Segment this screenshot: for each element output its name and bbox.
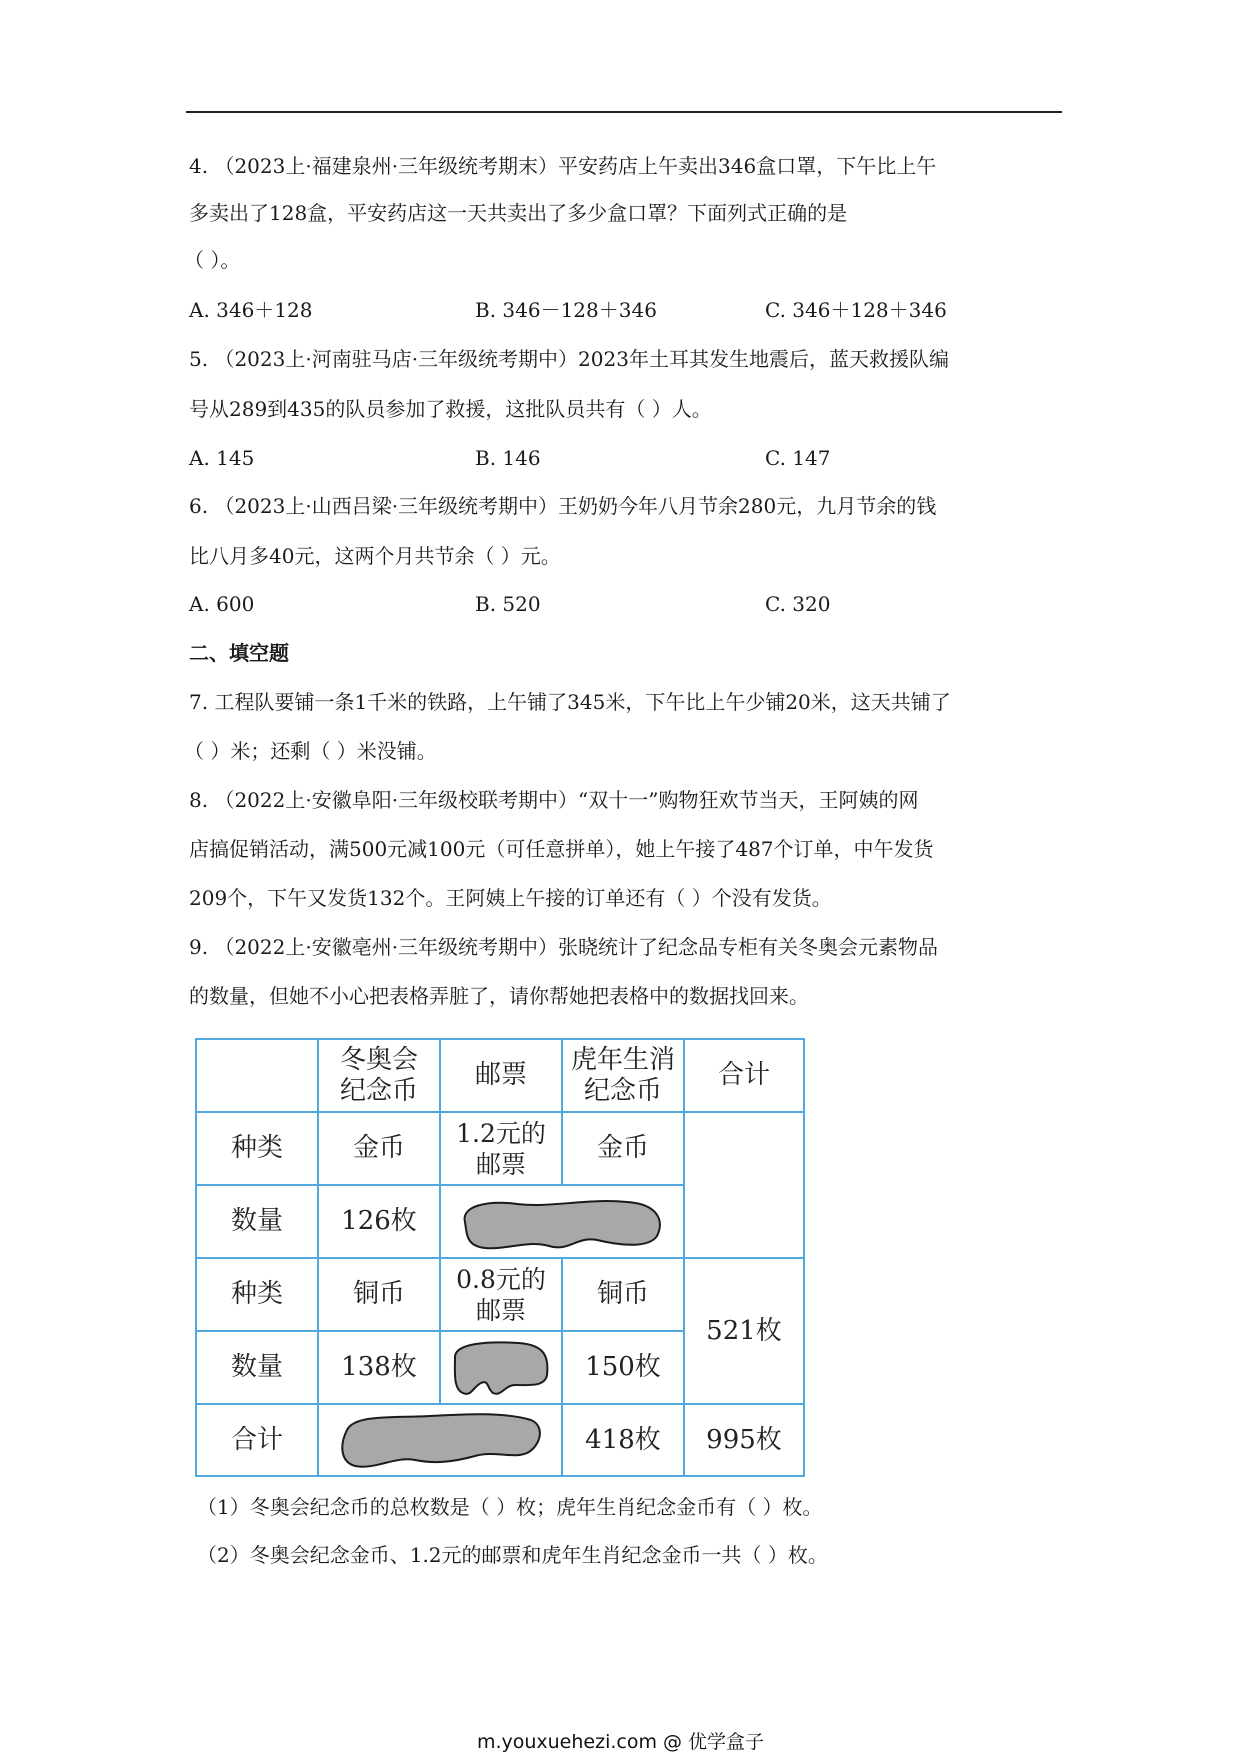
q4-option-c[interactable]: C. 346＋128＋346 — [765, 298, 947, 322]
header-olympic-coin-label: 冬奥会 纪念币 — [339, 1044, 418, 1106]
q5-line2: 号从289到435的队员参加了救援，这批队员共有（ ）人。 — [189, 397, 712, 421]
q8-line3: 209个，下午又发货132个。王阿姨上午接的订单还有（ ）个没有发货。 — [189, 886, 832, 910]
cell-tiger-copper-qty: 150枚 — [562, 1331, 684, 1404]
table-row — [196, 1404, 804, 1476]
q9-sub1: （1）冬奥会纪念币的总枚数是（ ）枚；虎年生肖纪念金币有（ ）枚。 — [197, 1495, 823, 1519]
cell-stamp-1-2-label: 1.2元的 邮票 — [456, 1118, 546, 1179]
q4-option-b[interactable]: B. 346－128＋346 — [475, 298, 657, 322]
souvenir-table — [195, 1038, 805, 1477]
q7-line1: 7. 工程队要铺一条1千米的铁路，上午铺了345米，下午比上午少铺20米，这天共铺了 — [189, 690, 951, 714]
cell-kind: 种类 — [196, 1112, 318, 1185]
q6-line2: 比八月多40元，这两个月共节余（ ）元。 — [189, 544, 561, 568]
q9-sub2: （2）冬奥会纪念金币、1.2元的邮票和虎年生肖纪念金币一共（ ）枚。 — [197, 1543, 828, 1567]
header-total — [684, 1039, 804, 1112]
cell-tiger-copper-coin: 铜币 — [562, 1258, 684, 1331]
cell-tiger-total: 418枚 — [562, 1404, 684, 1476]
table-row — [196, 1258, 804, 1331]
cell-quantity: 数量 — [196, 1331, 318, 1404]
header-rule — [186, 111, 1062, 113]
q6-option-b[interactable]: B. 520 — [475, 592, 541, 616]
cell-stamp-0-8-label: 0.8元的 邮票 — [456, 1264, 546, 1325]
header-empty — [196, 1039, 318, 1112]
header-stamp — [440, 1039, 562, 1112]
smudge-2 — [449, 1337, 553, 1399]
smudge-1 — [457, 1192, 667, 1252]
cell-kind: 种类 — [196, 1258, 318, 1331]
q5-line1: 5. （2023上·河南驻马店·三年级统考期中）2023年土耳其发生地震后，蓝天救援队编 — [189, 347, 949, 371]
section-heading-fill-in: 二、填空题 — [189, 641, 289, 665]
smudge-3 — [335, 1408, 545, 1472]
cell-gold-coin-qty: 126枚 — [318, 1185, 440, 1258]
cell-copper-coin: 铜币 — [318, 1258, 440, 1331]
q9-line2: 的数量，但她不小心把表格弄脏了，请你帮她把表格中的数据找回来。 — [189, 984, 809, 1008]
q6-line1: 6. （2023上·山西吕梁·三年级统考期中）王奶奶今年八月节余280元，九月节余的钱 — [189, 494, 937, 518]
header-tiger-coin — [562, 1039, 684, 1112]
table-row — [196, 1039, 804, 1112]
q4-option-a[interactable]: A. 346＋128 — [189, 298, 313, 322]
q4-line2: 多卖出了128盒，平安药店这一天共卖出了多少盒口罩？下面列式正确的是 — [189, 201, 848, 225]
cell-smudge-3 — [318, 1404, 562, 1476]
q6-option-c[interactable]: C. 320 — [765, 592, 831, 616]
q8-line1: 8. （2022上·安徽阜阳·三年级校联考期中）“双十一”购物狂欢节当天，王阿姨的网 — [189, 788, 919, 812]
footer-watermark: m.youxuehezi.com @ 优学盒子 — [476, 1731, 765, 1753]
cell-tiger-gold-coin: 金币 — [562, 1112, 684, 1185]
q4-line1: 4. （2023上·福建泉州·三年级统考期末）平安药店上午卖出346盒口罩，下午比上午 — [189, 154, 937, 178]
q4-line3: （ ）。 — [184, 248, 241, 272]
q8-line2: 店搞促销活动，满500元减100元（可任意拼单），她上午接了487个订单，中午发货 — [189, 837, 934, 861]
cell-stamp-1-2 — [440, 1112, 562, 1185]
header-tiger-coin-label: 虎年生消 纪念币 — [570, 1044, 675, 1106]
q7-line2: （ ）米；还剩（ ）米没铺。 — [184, 739, 437, 763]
cell-total-label: 合计 — [196, 1404, 318, 1476]
q9-line1: 9. （2022上·安徽亳州·三年级统考期中）张晓统计了纪念品专柜有关冬奥会元素物品 — [189, 935, 939, 959]
q5-option-c[interactable]: C. 147 — [765, 446, 831, 470]
cell-gold-coin: 金币 — [318, 1112, 440, 1185]
header-total-label: 合计 — [717, 1060, 770, 1090]
cell-total-copper: 521枚 — [684, 1258, 804, 1404]
cell-total-gold-blank — [684, 1112, 804, 1258]
header-stamp-label: 邮票 — [474, 1060, 527, 1090]
cell-stamp-0-8 — [440, 1258, 562, 1331]
q5-option-b[interactable]: B. 146 — [475, 446, 541, 470]
cell-smudge-1 — [440, 1185, 684, 1258]
cell-smudge-2 — [440, 1331, 562, 1404]
cell-copper-coin-qty: 138枚 — [318, 1331, 440, 1404]
table-row — [196, 1112, 804, 1185]
q6-option-a[interactable]: A. 600 — [189, 592, 255, 616]
header-olympic-coin — [318, 1039, 440, 1112]
cell-grand-total: 995枚 — [684, 1404, 804, 1476]
cell-quantity: 数量 — [196, 1185, 318, 1258]
q5-option-a[interactable]: A. 145 — [189, 446, 255, 470]
